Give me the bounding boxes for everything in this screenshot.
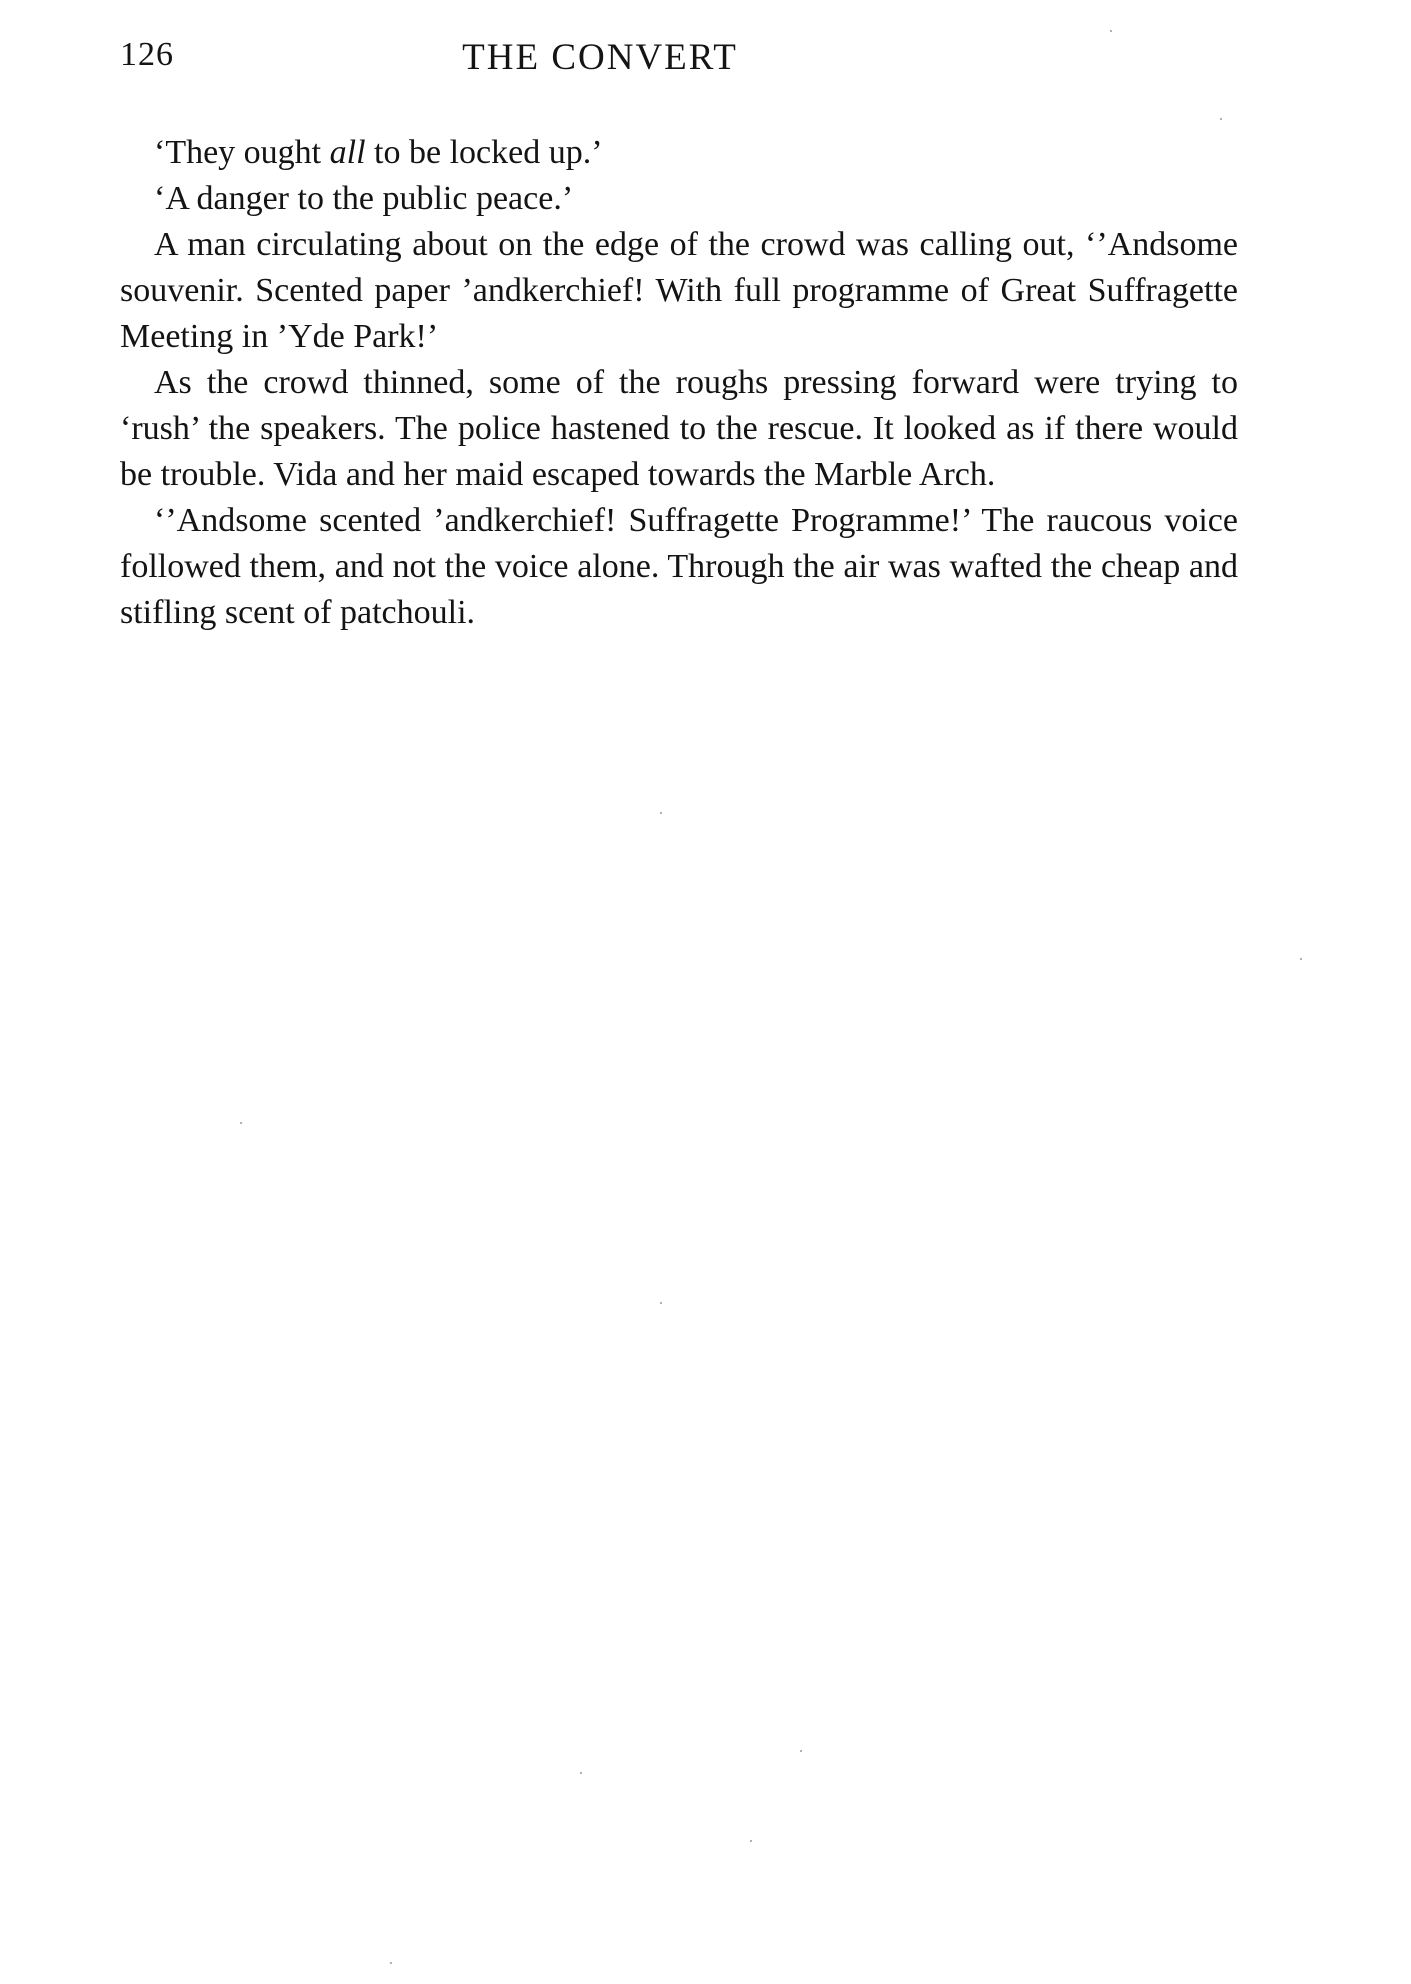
scan-speck: [660, 1302, 662, 1304]
scan-speck: [580, 1772, 582, 1774]
paragraph: [120, 130, 1238, 176]
running-head: [120, 36, 1240, 86]
scan-speck: [660, 812, 662, 814]
paragraph: ‘’Andsome scented ’andkerchief! Suffragette Programme!’ The raucous voice followed them, and not the voice alone. Through the air was wafted the cheap and stifling scent of patchouli.: [120, 502, 1238, 631]
scan-speck: [1220, 118, 1222, 120]
body-text: [120, 130, 1238, 636]
paragraph-text-end: to be locked up.’: [365, 134, 603, 171]
scan-speck: [240, 1122, 242, 1124]
paragraph: A man circulating about on the edge of the crowd was calling out, ‘’Andsome souvenir. Scented paper ’andkerchief! With full programme of Great Suffragette Meeting in ’Yde Park!’: [120, 226, 1238, 355]
paragraph: As the crowd thinned, some of the roughs pressing forward were trying to ‘rush’ the speakers. The police hastened to the rescue. It looked as if there would be trouble. Vida and her maid escaped towards the Marble Arch.: [120, 364, 1238, 493]
scan-speck: [1110, 30, 1112, 32]
paragraph: ‘A danger to the public peace.’: [154, 180, 574, 217]
book-title: THE CONVERT: [462, 37, 738, 78]
emphasized-word: all: [329, 134, 366, 171]
scan-speck: [800, 1750, 802, 1752]
scan-speck: [1300, 958, 1302, 960]
scan-speck: [750, 1840, 752, 1842]
scan-speck: [390, 1962, 392, 1964]
page-number: 126: [120, 36, 174, 73]
paragraph-text-start: ‘They ought: [154, 134, 330, 171]
